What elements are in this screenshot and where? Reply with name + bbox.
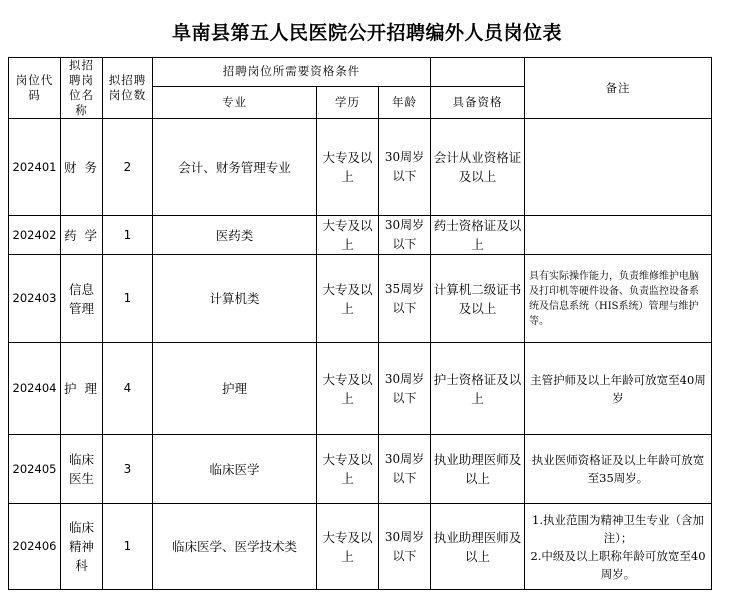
qualification: 药士资格证及以上 bbox=[431, 216, 525, 255]
header-code: 岗位代码 bbox=[9, 58, 61, 119]
position-count: 4 bbox=[103, 343, 153, 435]
remark bbox=[525, 216, 712, 255]
remark-line: 1.执业范围为精神卫生专业（含加注）； bbox=[532, 512, 704, 545]
position-count: 1 bbox=[103, 216, 153, 255]
table-row bbox=[9, 216, 712, 255]
header-row-top bbox=[9, 58, 712, 87]
remark bbox=[525, 119, 712, 216]
age-limit: 30周岁以下 bbox=[379, 343, 431, 435]
qualification: 会计从业资格证及以上 bbox=[431, 119, 525, 216]
age-limit: 30周岁以下 bbox=[379, 435, 431, 504]
position-name: 临床精神科 bbox=[61, 504, 103, 590]
header-qualification: 具备资格 bbox=[431, 86, 525, 118]
table-row bbox=[9, 504, 712, 590]
position-name: 财 务 bbox=[61, 119, 103, 216]
major: 护理 bbox=[153, 343, 317, 435]
major: 会计、财务管理专业 bbox=[153, 119, 317, 216]
qualification: 执业助理医师及以上 bbox=[431, 435, 525, 504]
position-count: 3 bbox=[103, 435, 153, 504]
header-remark: 备注 bbox=[525, 58, 712, 119]
position-count: 1 bbox=[103, 504, 153, 590]
major: 计算机类 bbox=[153, 255, 317, 343]
qualification: 护士资格证及以上 bbox=[431, 343, 525, 435]
position-code: 202406 bbox=[9, 504, 61, 590]
education: 大专及以上 bbox=[317, 216, 379, 255]
qualification: 执业助理医师及以上 bbox=[431, 504, 525, 590]
major: 医药类 bbox=[153, 216, 317, 255]
header-position-name: 拟招聘岗位名称 bbox=[61, 58, 103, 119]
position-name: 临床医生 bbox=[61, 435, 103, 504]
table-row bbox=[9, 435, 712, 504]
position-count: 2 bbox=[103, 119, 153, 216]
position-name: 信息管理 bbox=[61, 255, 103, 343]
remark: 主管护师及以上年龄可放宽至40周岁 bbox=[525, 343, 712, 435]
age-limit: 30周岁以下 bbox=[379, 216, 431, 255]
table-row bbox=[9, 343, 712, 435]
education: 大专及以上 bbox=[317, 343, 379, 435]
age-limit: 30周岁以下 bbox=[379, 504, 431, 590]
page-title: 阜南县第五人民医院公开招聘编外人员岗位表 bbox=[171, 22, 562, 44]
education: 大专及以上 bbox=[317, 255, 379, 343]
age-limit: 30周岁以下 bbox=[379, 119, 431, 216]
remark-line: 2.中级及以上职称年龄可放宽至40周岁。 bbox=[530, 548, 706, 581]
table-row bbox=[9, 119, 712, 216]
major: 临床医学、医学技术类 bbox=[153, 504, 317, 590]
position-name: 药 学 bbox=[61, 216, 103, 255]
qualification: 计算机二级证书及以上 bbox=[431, 255, 525, 343]
header-major: 专业 bbox=[153, 86, 317, 118]
position-name: 护 理 bbox=[61, 343, 103, 435]
header-education: 学历 bbox=[317, 86, 379, 118]
remark: 具有实际操作能力，负责维修维护电脑及打印机等硬件设备、负责监控设备系统及信息系统（HIS系统）管理与维护等。 bbox=[525, 255, 712, 343]
age-limit: 35周岁以下 bbox=[379, 255, 431, 343]
education: 大专及以上 bbox=[317, 435, 379, 504]
position-code: 202401 bbox=[9, 119, 61, 216]
remark bbox=[525, 504, 712, 590]
education: 大专及以上 bbox=[317, 504, 379, 590]
position-code: 202403 bbox=[9, 255, 61, 343]
header-age: 年龄 bbox=[379, 86, 431, 118]
position-code: 202404 bbox=[9, 343, 61, 435]
positions-table bbox=[8, 57, 712, 590]
header-position-count: 拟招聘岗位数 bbox=[103, 58, 153, 119]
position-code: 202405 bbox=[9, 435, 61, 504]
header-blank bbox=[431, 58, 525, 87]
position-code: 202402 bbox=[9, 216, 61, 255]
position-count: 1 bbox=[103, 255, 153, 343]
header-conditions: 招聘岗位所需要资格条件 bbox=[153, 58, 431, 87]
education: 大专及以上 bbox=[317, 119, 379, 216]
table-row bbox=[9, 255, 712, 343]
major: 临床医学 bbox=[153, 435, 317, 504]
remark: 执业医师资格证及以上年龄可放宽至35周岁。 bbox=[525, 435, 712, 504]
